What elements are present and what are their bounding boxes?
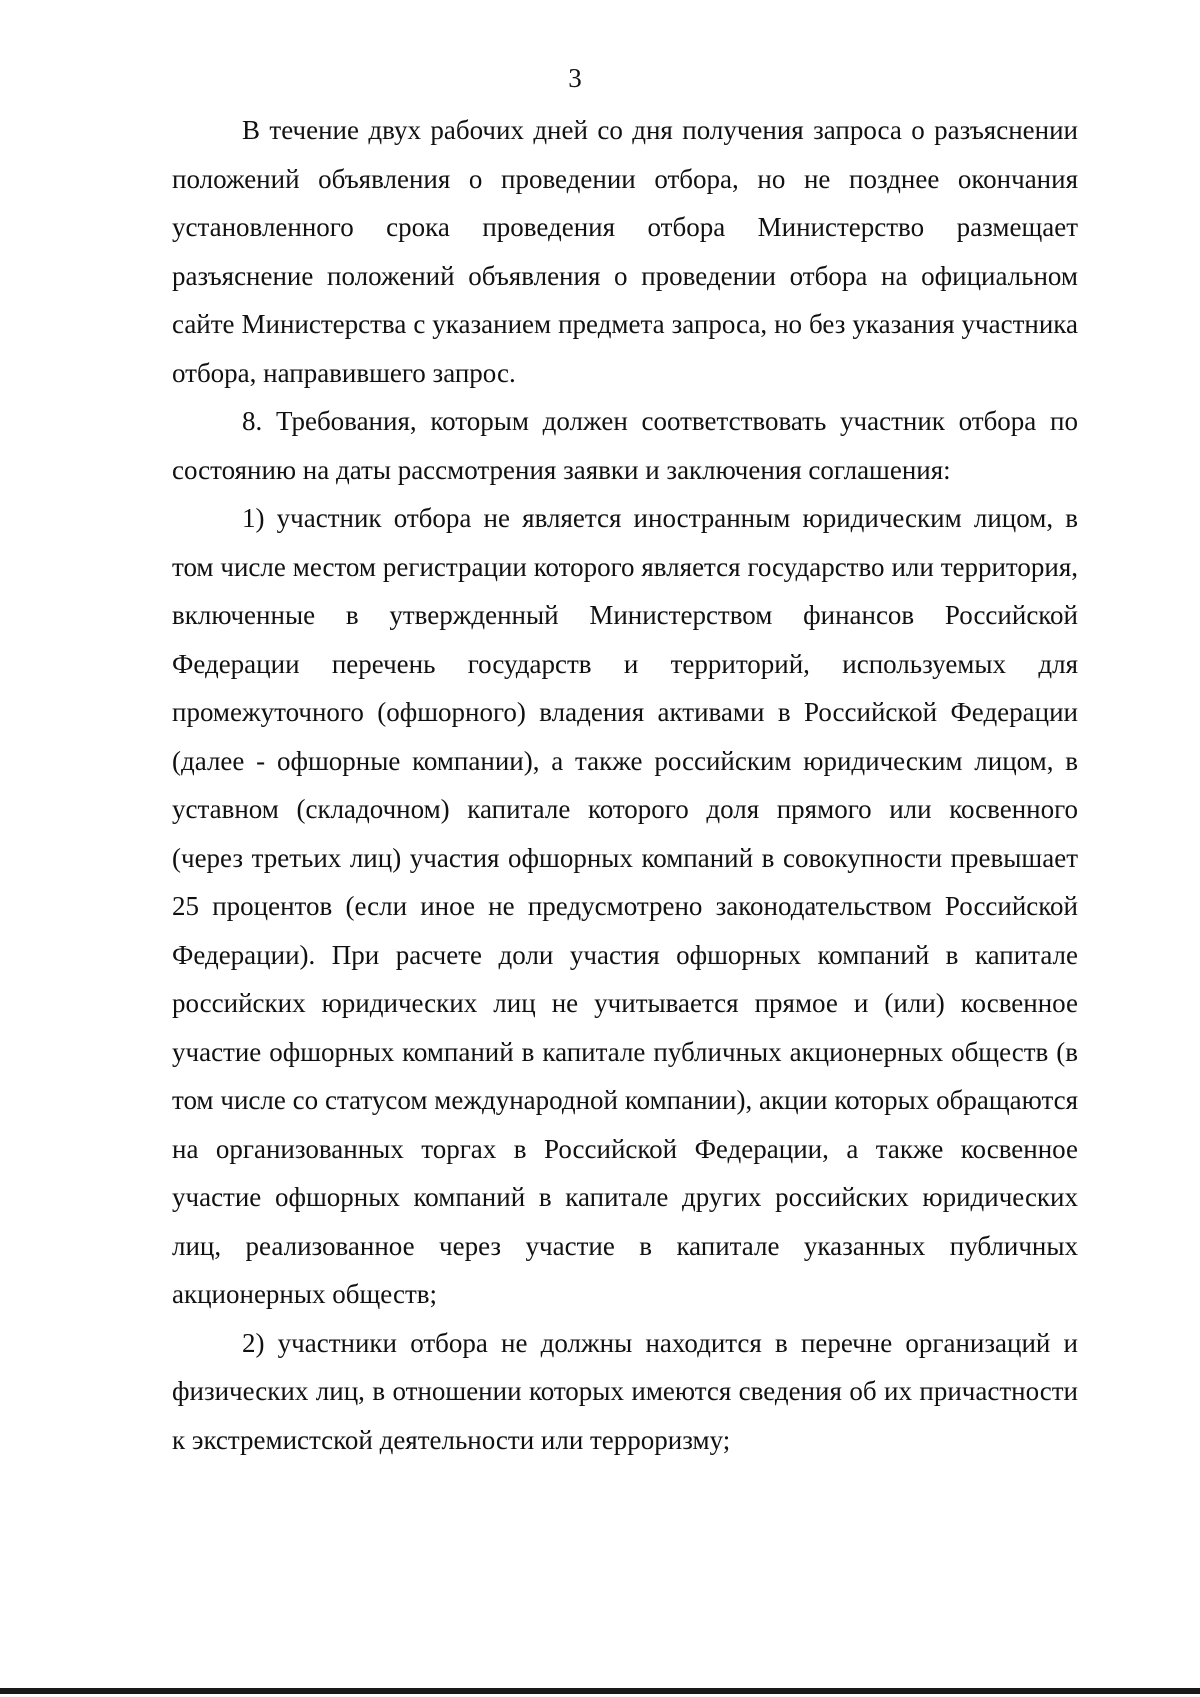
scan-bottom-border (0, 1688, 1200, 1694)
page-number: 3 (568, 63, 582, 93)
paragraph-requirement-2: 2) участники отбора не должны находится в перечне организаций и физических лиц, в отношении которых имеются сведения об их причастности к экстремистской деятельности или терроризму; (172, 1327, 1078, 1455)
paragraph-requirements-heading: 8. Требования, которым должен соответствовать участник отбора по состоянию на даты рассмотрения заявки и заключения соглашения: (172, 406, 1078, 485)
paragraph-clarification: В течение двух рабочих дней со дня получения запроса о разъяснении положений объявления о проведении отбора, но не позднее окончания установленного срока проведения отбора Министерство размещает разъяснение положений объявления о проведении отбора на официальном сайте Министерства с указанием предмета запроса, но без указания участника отбора, направившего запрос. (172, 115, 1078, 388)
document-body (172, 106, 1078, 1464)
paragraph-requirement-1: 1) участник отбора не является иностранным юридическим лицом, в том числе местом регистрации которого является государство или территория, включенные в утвержденный Министерством финансов Российской Федерации перечень государств и территорий, используемых для промежуточного (офшорного) владения активами в Российской Федерации (далее - офшорные компании), а также российским юридическим лицом, в уставном (складочном) капитале которого доля прямого или косвенного (через третьих лиц) участия офшорных компаний в совокупности превышает 25 процентов (если иное не предусмотрено законодательством Российской Федерации). При расчете доли участия офшорных компаний в капитале российских юридических лиц не учитывается прямое и (или) косвенное участие офшорных компаний в капитале публичных акционерных обществ (в том числе со статусом международной компании), акции которых обращаются на организованных торгах в Российской Федерации, а также косвенное участие офшорных компаний в капитале других российских юридических лиц, реализованное через участие в капитале указанных публичных акционерных обществ; (172, 503, 1078, 1309)
